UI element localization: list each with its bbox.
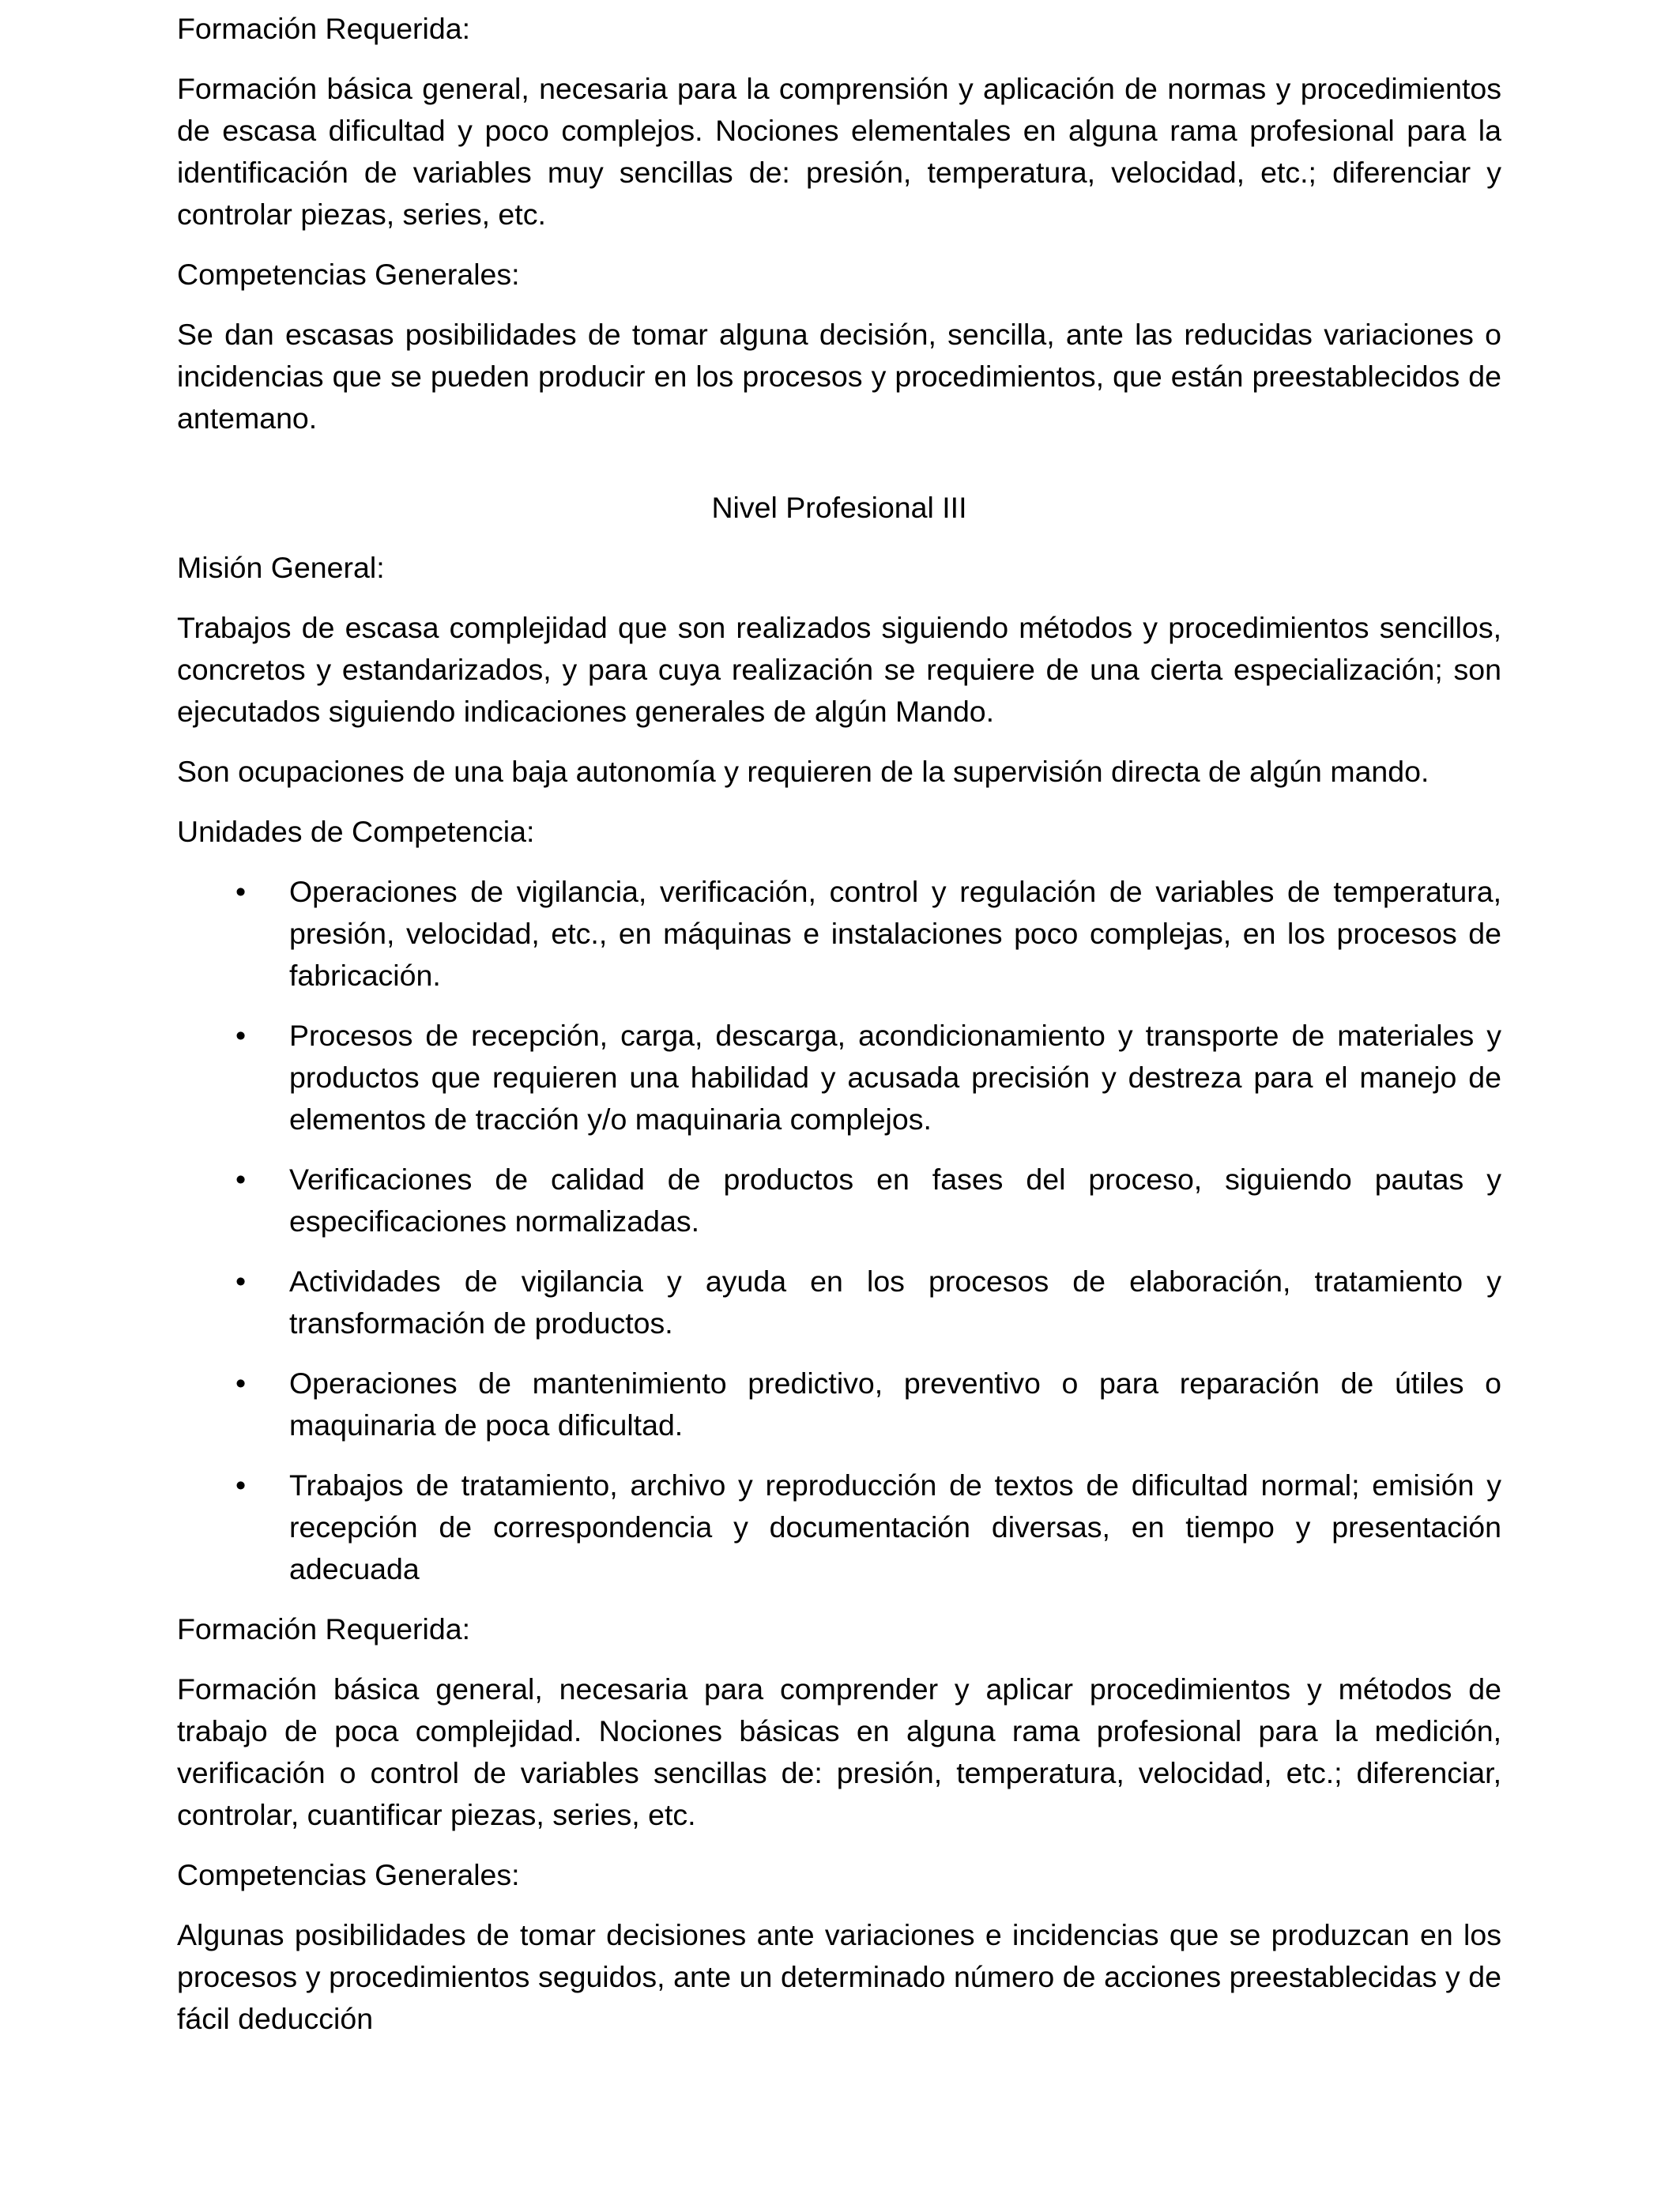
- bullet-icon: •: [235, 875, 247, 908]
- bullet-icon: •: [235, 1019, 247, 1052]
- list-item: [177, 1015, 1501, 1140]
- formacion-requerida-heading: Formación Requerida:: [177, 12, 471, 45]
- competencias-generales-text: Algunas posibilidades de tomar decisiones ante variaciones e incidencias que se produzcan en los procesos y procedimientos seguidos, ante un determinado número de acciones preestablecidas y de fácil deducción: [177, 1918, 1501, 2035]
- unidades-competencia-heading: Unidades de Competencia:: [177, 815, 535, 848]
- list-item: [177, 1159, 1501, 1242]
- formacion-requerida-heading: Formación Requerida:: [177, 1612, 471, 1646]
- bullet-icon: •: [235, 1163, 247, 1196]
- autonomia-text: Son ocupaciones de una baja autonomía y requieren de la supervisión directa de algún mando.: [177, 755, 1430, 788]
- mision-general-text: Trabajos de escasa complejidad que son realizados siguiendo métodos y procedimientos sencillos, concretos y estandarizados, y para cuya realización se requiere de una cierta especialización; son ejecutados siguiendo indicaciones generales de algún Mando.: [177, 611, 1501, 728]
- bullet-icon: •: [235, 1367, 247, 1400]
- bullet-icon: •: [235, 1265, 247, 1298]
- competencias-generales-heading: Competencias Generales:: [177, 1858, 520, 1891]
- document-page: [177, 0, 1501, 2040]
- list-item: [177, 1363, 1501, 1446]
- list-item-text: Verificaciones de calidad de productos en fases del proceso, siguiendo pautas y especificaciones normalizadas.: [289, 1163, 1501, 1238]
- list-item-text: Procesos de recepción, carga, descarga, acondicionamiento y transporte de materiales y productos que requieren una habilidad y acusada precisión y destreza para el manejo de elementos de tracción y/o maquinaria complejos.: [289, 1019, 1501, 1136]
- unidades-competencia-list: [177, 871, 1501, 1590]
- formacion-requerida-text: Formación básica general, necesaria para comprender y aplicar procedimientos y métodos de trabajo de poca complejidad. Nociones básicas en alguna rama profesional para la medición, verificación o control de variables sencillas de: presión, temperatura, velocidad, etc.; diferenciar, controlar, cuantificar piezas, series, etc.: [177, 1672, 1501, 1831]
- list-item-text: Actividades de vigilancia y ayuda en los procesos de elaboración, tratamiento y transformación de productos.: [289, 1265, 1501, 1340]
- list-item: [177, 1261, 1501, 1344]
- list-item-text: Operaciones de mantenimiento predictivo, preventivo o para reparación de útiles o maquinaria de poca dificultad.: [289, 1367, 1501, 1442]
- list-item: [177, 1465, 1501, 1590]
- formacion-requerida-text: Formación básica general, necesaria para la comprensión y aplicación de normas y procedimientos de escasa dificultad y poco complejos. Nociones elementales en alguna rama profesional para la identificación de variables muy sencillas de: presión, temperatura, velocidad, etc.; diferenciar y controlar piezas, series, etc.: [177, 72, 1501, 231]
- bullet-icon: •: [235, 1468, 247, 1502]
- list-item-text: Trabajos de tratamiento, archivo y reproducción de textos de dificultad normal; emisión y recepción de correspondencia y documentación diversas, en tiempo y presentación adecuada: [289, 1468, 1501, 1585]
- competencias-generales-text: Se dan escasas posibilidades de tomar alguna decisión, sencilla, ante las reducidas variaciones o incidencias que se pueden producir en los procesos y procedimientos, que están preestablecidos de antemano.: [177, 318, 1501, 435]
- competencias-generales-heading: Competencias Generales:: [177, 258, 520, 291]
- list-item-text: Operaciones de vigilancia, verificación, control y regulación de variables de temperatura, presión, velocidad, etc., en máquinas e instalaciones poco complejas, en los procesos de fabricación.: [289, 875, 1501, 992]
- list-item: [177, 871, 1501, 997]
- nivel-profesional-title: Nivel Profesional III: [711, 491, 967, 524]
- mision-general-heading: Misión General:: [177, 551, 385, 584]
